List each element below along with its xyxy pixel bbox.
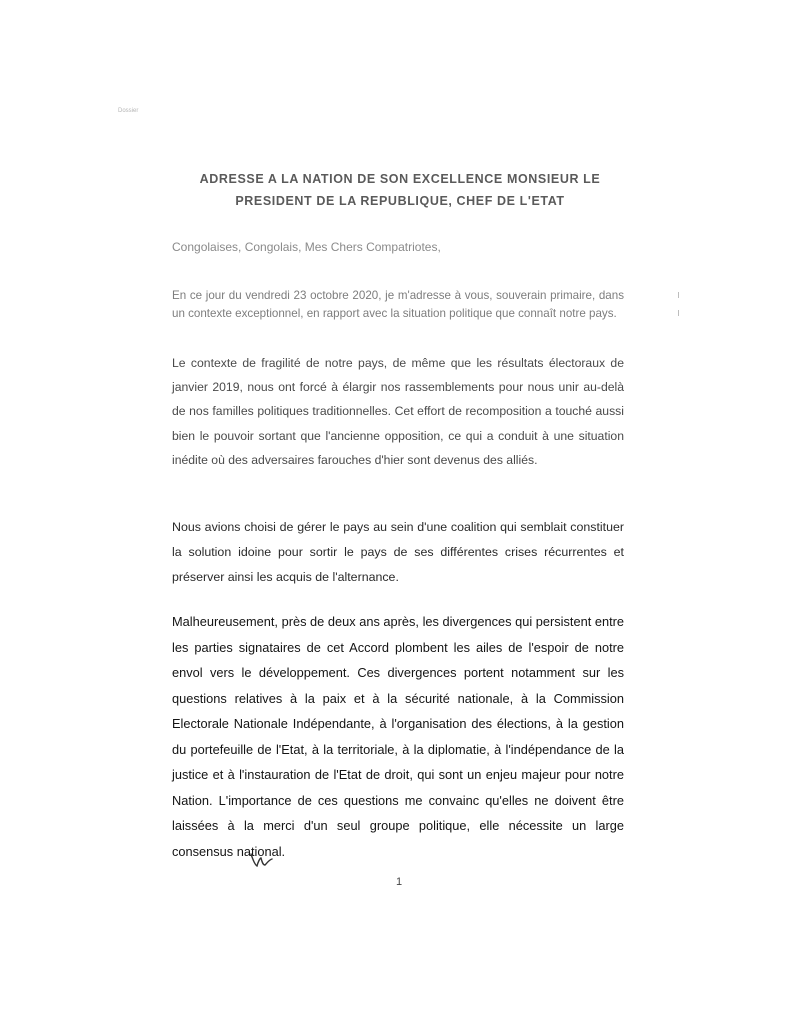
- paragraph-2: Le contexte de fragilité de notre pays, de même que les résultats électoraux de janvier 2019, nous ont forcé à élargir nos rassemblements pour nous unir au-delà de nos familles politiques traditionnelles. Cet effort de recomposition a touché aussi bien le pouvoir sortant que l'ancienne opposition, ce qui a conduit à une situation inédite où des adversaires farouches d'hier sont devenus des alliés.: [172, 356, 624, 467]
- margin-mark: [678, 310, 679, 316]
- salutation: Congolaises, Congolais, Mes Chers Compatriotes,: [172, 240, 441, 254]
- paragraph-4: Malheureusement, près de deux ans après, les divergences qui persistent entre les parties signataires de cet Accord plombent les ailes de l'espoir de notre envol vers le développement. Ces divergences portent notamment sur les questions relatives à la paix et à la sécurité nationale, à la Commission Electorale Nationale Indépendante, à l'organisation des élections, à la gestion du portefeuille de l'Etat, à la territoriale, à la diplomatie, à l'indépendance de la justice et à l'instauration de l'Etat de droit, qui sont un enjeu majeur pour notre Nation. L'importance de ces questions me convainc qu'elles ne doivent être laissées à la merci d'un seul groupe politique, elle nécessite un large consensus national.: [172, 614, 624, 859]
- title-line-1: ADRESSE A LA NATION DE SON EXCELLENCE MONSIEUR LE: [199, 172, 601, 186]
- document-title: [150, 168, 650, 212]
- page-number: 1: [396, 876, 403, 888]
- paragraph-3: Nous avions choisi de gérer le pays au sein d'une coalition qui semblait constituer la solution idoine pour sortir le pays de ses différentes crises récurrentes et préserver ainsi les acquis de l'alternance.: [172, 520, 624, 584]
- margin-mark: [678, 292, 679, 298]
- paragraph-1: En ce jour du vendredi 23 octobre 2020, je m'adresse à vous, souverain primaire, dans un contexte exceptionnel, en rapport avec la situation politique que connaît notre pays.: [172, 289, 624, 320]
- handwritten-initials: [248, 850, 278, 872]
- scan-stamp: Dossier: [118, 108, 139, 114]
- title-line-2: PRESIDENT DE LA REPUBLIQUE, CHEF DE L'ETAT: [235, 194, 565, 208]
